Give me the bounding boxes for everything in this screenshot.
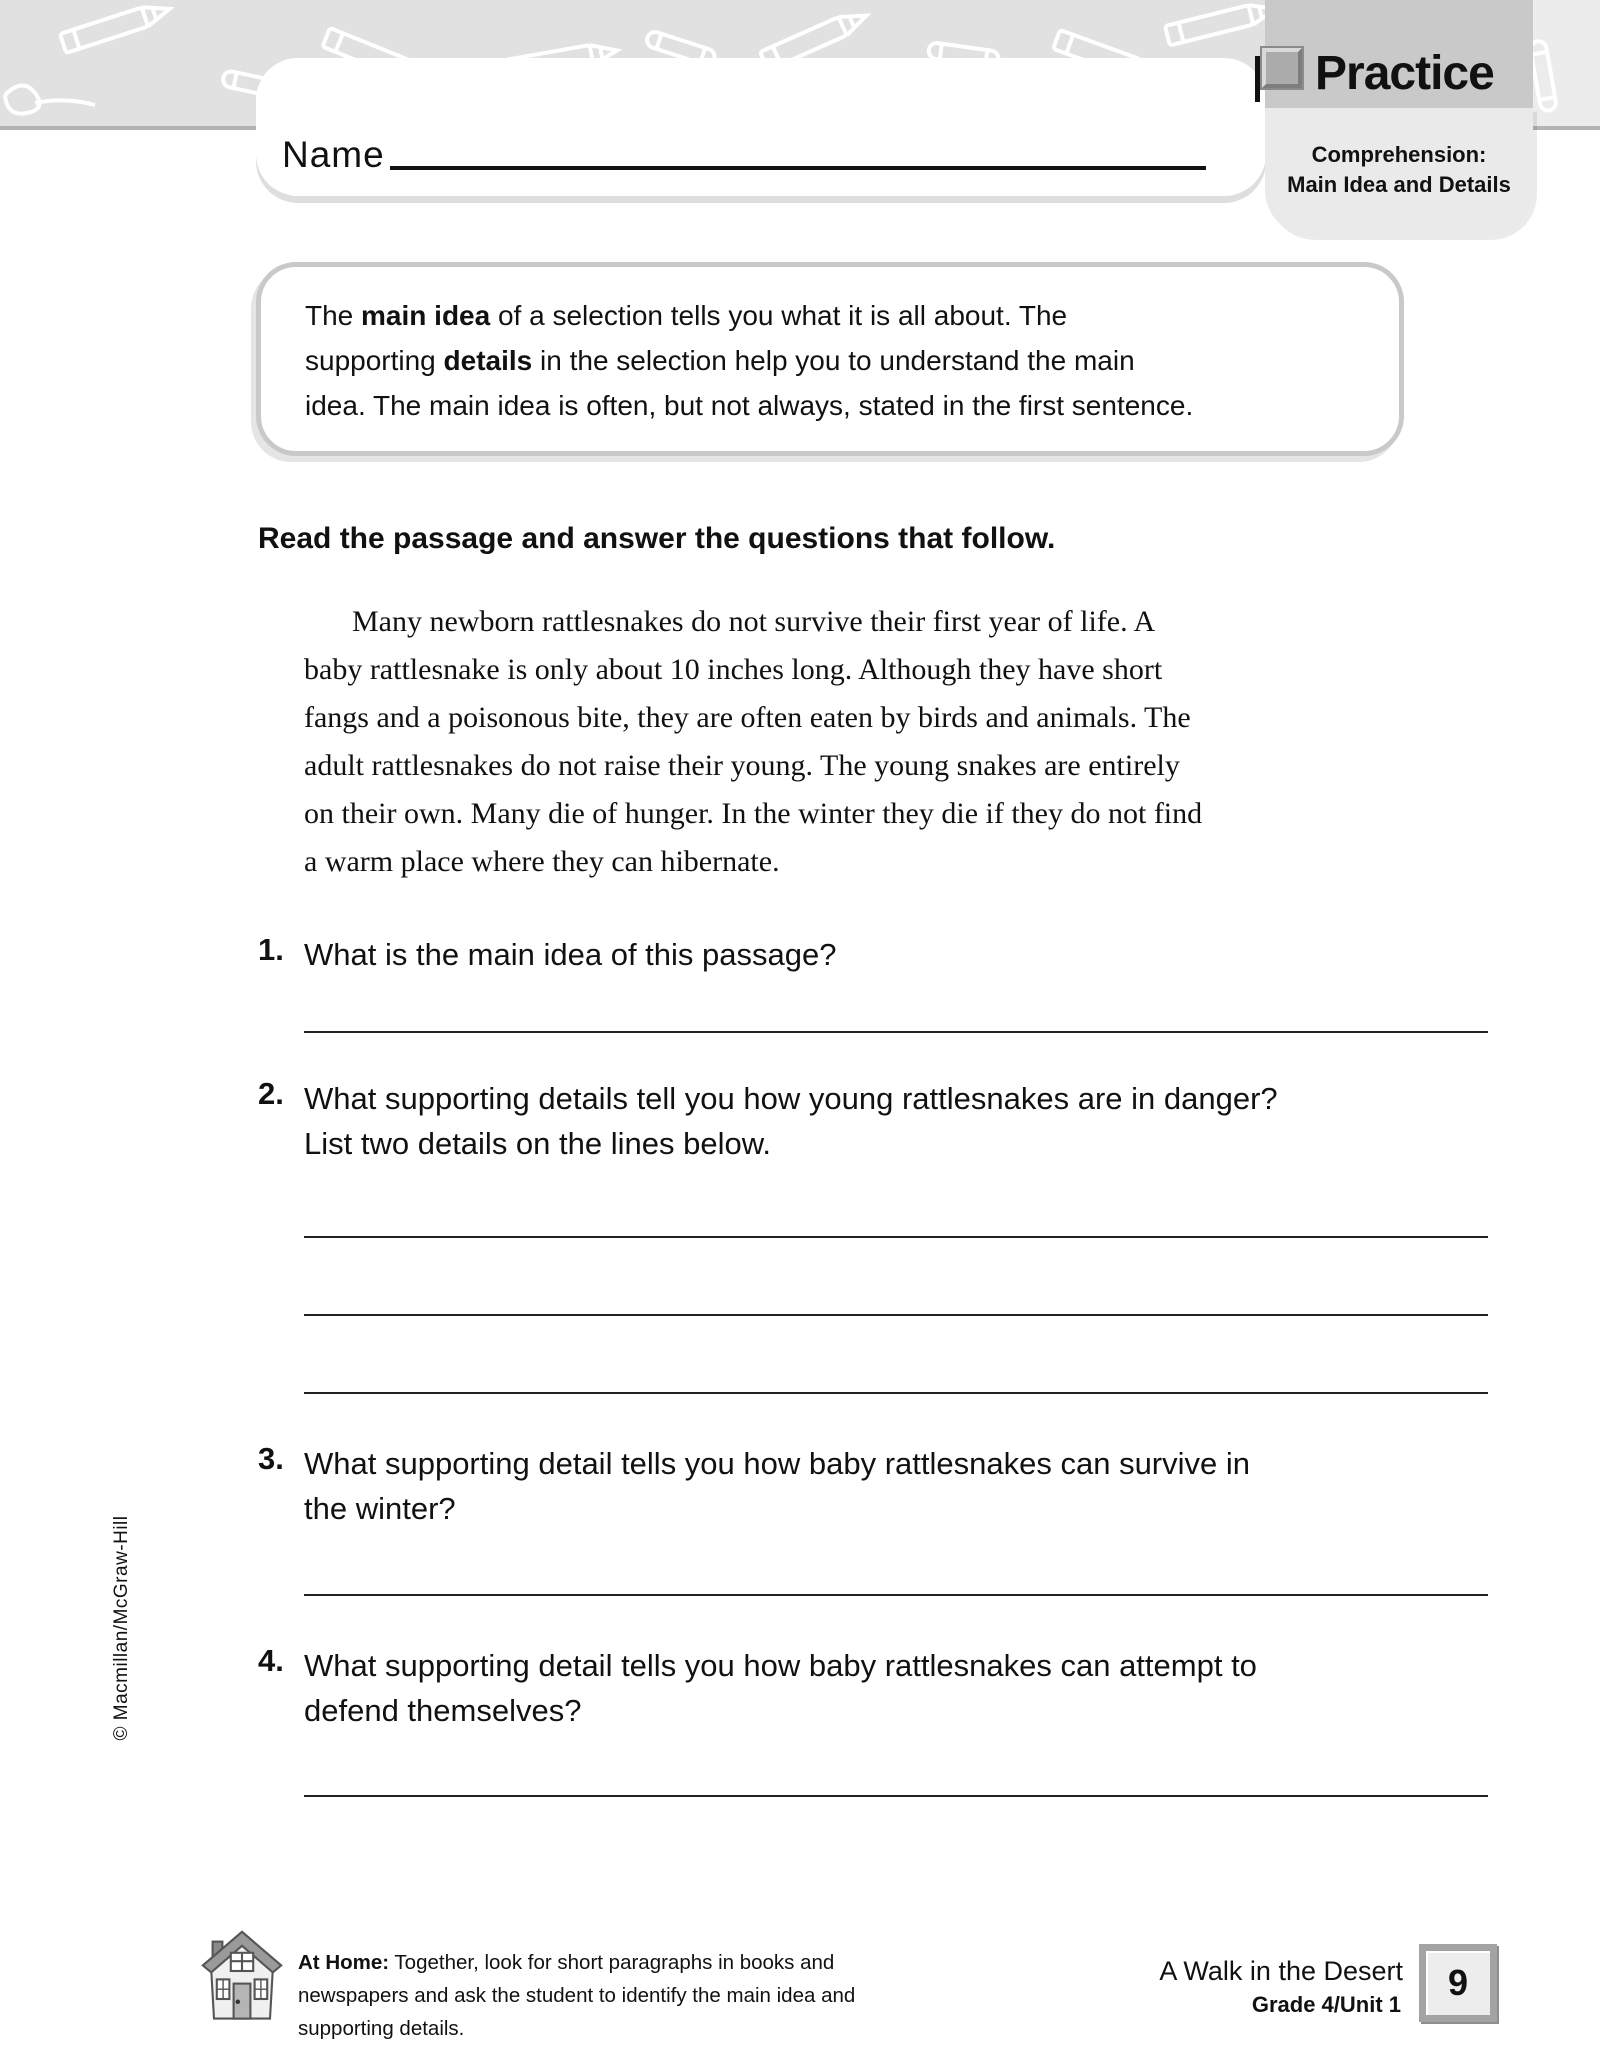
practice-tab [1265, 0, 1533, 236]
at-home-note [298, 1946, 878, 2045]
instructions-heading: Read the passage and answer the questions that follow. [258, 522, 1056, 555]
definition-line: idea. The main idea is often, but not always, stated in the first sentence. [305, 390, 1194, 421]
question-4 [258, 1643, 1490, 1797]
definition-line: The main idea of a selection tells you what it is all about. The [305, 300, 1068, 331]
grade-unit-label: Grade 4/Unit 1 [1251, 1992, 1401, 2017]
category-label-line2: Main Idea and Details [1287, 172, 1511, 197]
category-label-line1: Comprehension: [1311, 142, 1487, 167]
answer-line-q1[interactable] [304, 1031, 1488, 1033]
question-text-line: the winter? [304, 1491, 456, 1526]
passage [304, 598, 1202, 886]
definition-box [256, 262, 1404, 456]
passage-line: a warm place where they can hibernate. [304, 845, 780, 878]
page-number-box [1419, 1944, 1497, 2022]
band-light-corner [1530, 0, 1600, 126]
passage-line: adult rattlesnakes do not raise their young. The young snakes are entirely [304, 749, 1180, 782]
at-home-label: At Home: [298, 1951, 390, 1974]
name-label: Name [282, 134, 385, 175]
passage-line: baby rattlesnake is only about 10 inches long. Although they have short [304, 653, 1163, 686]
question-2 [258, 1076, 1490, 1394]
question-text-line: defend themselves? [304, 1693, 582, 1728]
tab-accent-bar [1255, 56, 1260, 102]
question-text-line: List two details on the lines below. [304, 1126, 771, 1161]
answer-line-q2-2[interactable] [304, 1314, 1488, 1316]
answer-line-q3[interactable] [304, 1594, 1488, 1596]
name-input-line[interactable] [390, 166, 1206, 170]
question-text-line: What is the main idea of this passage? [304, 937, 837, 972]
passage-line: fangs and a poisonous bite, they are often eaten by birds and animals. The [304, 701, 1191, 734]
page-number: 9 [1447, 1962, 1469, 2003]
book-title: A Walk in the Desert [1159, 1956, 1403, 1986]
question-text-line: What supporting details tell you how young rattlesnakes are in danger? [304, 1081, 1278, 1116]
question-text-line: What supporting detail tells you how baby rattlesnakes can survive in [304, 1446, 1250, 1481]
question-number: 2. [258, 1076, 284, 1111]
answer-line-q2-3[interactable] [304, 1392, 1488, 1394]
passage-line: Many newborn rattlesnakes do not survive their first year of life. A [352, 605, 1156, 638]
at-home-house-icon [200, 1930, 284, 2026]
answer-line-q2-1[interactable] [304, 1236, 1488, 1238]
definition-line: supporting details in the selection help you to understand the main [305, 345, 1135, 376]
practice-label: Practice [1315, 47, 1494, 100]
question-number: 3. [258, 1441, 284, 1476]
copyright-notice: © Macmillan/McGraw-Hill [111, 1515, 132, 1741]
question-number: 4. [258, 1643, 284, 1678]
question-text-line: What supporting detail tells you how baby rattlesnakes can attempt to [304, 1648, 1257, 1683]
at-home-text: Together, look for short paragraphs in books and newspapers and ask the student to identify the main idea and supporting details. [298, 1951, 856, 2040]
question-1 [258, 932, 1490, 1033]
name-card [256, 58, 1266, 196]
answer-line-q4[interactable] [304, 1795, 1488, 1797]
question-number: 1. [258, 932, 284, 967]
practice-tab-category [1265, 108, 1533, 236]
practice-square-icon [1262, 48, 1302, 88]
question-3 [258, 1441, 1490, 1596]
practice-tab-header [1265, 0, 1533, 108]
passage-line: on their own. Many die of hunger. In the winter they die if they do not find [304, 797, 1203, 830]
